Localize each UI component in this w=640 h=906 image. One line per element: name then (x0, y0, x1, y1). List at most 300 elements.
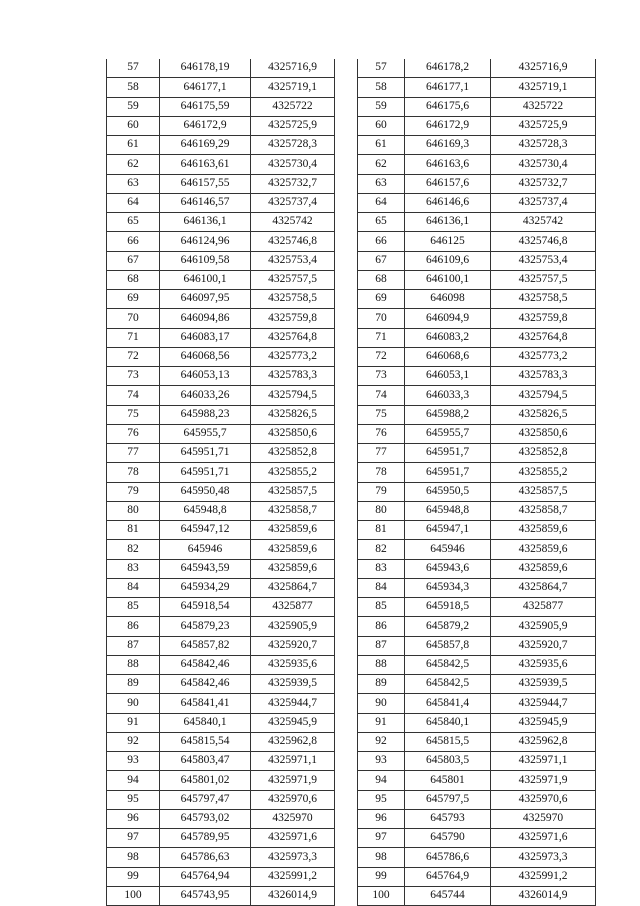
point-number-cell: 91 (107, 713, 160, 732)
point-number-cell: 74 (358, 386, 405, 405)
table-row (358, 694, 596, 713)
y-coordinate-cell: 4325850,6 (251, 424, 335, 443)
y-coordinate-cell: 4325730,4 (491, 155, 596, 174)
table-row (107, 752, 335, 771)
x-coordinate-cell: 646033,26 (160, 386, 251, 405)
x-coordinate-cell: 646124,96 (160, 232, 251, 251)
table-row (107, 501, 335, 520)
y-coordinate-cell: 4325971,9 (251, 771, 335, 790)
x-coordinate-cell: 645793,02 (160, 809, 251, 828)
x-coordinate-cell: 646177,1 (405, 78, 491, 97)
table-row (107, 713, 335, 732)
point-number-cell: 93 (358, 752, 405, 771)
y-coordinate-cell: 4325757,5 (251, 270, 335, 289)
y-coordinate-cell: 4325991,2 (491, 867, 596, 886)
x-coordinate-cell: 646146,57 (160, 193, 251, 212)
x-coordinate-cell: 646178,2 (405, 59, 491, 78)
point-number-cell: 79 (358, 482, 405, 501)
y-coordinate-cell: 4325852,8 (251, 444, 335, 463)
point-number-cell: 66 (358, 232, 405, 251)
point-number-cell: 77 (107, 444, 160, 463)
point-number-cell: 81 (358, 521, 405, 540)
point-number-cell: 62 (107, 155, 160, 174)
coordinates-table-left (106, 59, 335, 906)
point-number-cell: 82 (107, 540, 160, 559)
point-number-cell: 61 (358, 136, 405, 155)
table-row (358, 155, 596, 174)
point-number-cell: 73 (358, 367, 405, 386)
x-coordinate-cell: 646177,1 (160, 78, 251, 97)
point-number-cell: 67 (107, 251, 160, 270)
x-coordinate-cell: 645857,8 (405, 636, 491, 655)
point-number-cell: 100 (107, 886, 160, 905)
x-coordinate-cell: 646125 (405, 232, 491, 251)
table-row (358, 405, 596, 424)
x-coordinate-cell: 645857,82 (160, 636, 251, 655)
y-coordinate-cell: 4325758,5 (251, 290, 335, 309)
x-coordinate-cell: 645801,02 (160, 771, 251, 790)
x-coordinate-cell: 645786,6 (405, 848, 491, 867)
y-coordinate-cell: 4325737,4 (251, 193, 335, 212)
point-number-cell: 95 (358, 790, 405, 809)
x-coordinate-cell: 645797,47 (160, 790, 251, 809)
y-coordinate-cell: 4325783,3 (251, 367, 335, 386)
table-row (107, 270, 335, 289)
point-number-cell: 84 (107, 578, 160, 597)
table-row (107, 309, 335, 328)
y-coordinate-cell: 4326014,9 (251, 886, 335, 905)
point-number-cell: 85 (358, 598, 405, 617)
table-row (107, 174, 335, 193)
table-row (107, 636, 335, 655)
x-coordinate-cell: 645815,54 (160, 732, 251, 751)
point-number-cell: 94 (107, 771, 160, 790)
x-coordinate-cell: 646109,58 (160, 251, 251, 270)
point-number-cell: 97 (358, 829, 405, 848)
y-coordinate-cell: 4325757,5 (491, 270, 596, 289)
point-number-cell: 57 (358, 59, 405, 78)
y-coordinate-cell: 4326014,9 (491, 886, 596, 905)
table-row (107, 444, 335, 463)
y-coordinate-cell: 4325905,9 (251, 617, 335, 636)
x-coordinate-cell: 645943,59 (160, 559, 251, 578)
point-number-cell: 88 (107, 655, 160, 674)
point-number-cell: 80 (358, 501, 405, 520)
table-row (107, 617, 335, 636)
table-row (107, 867, 335, 886)
table-row (107, 193, 335, 212)
y-coordinate-cell: 4325855,2 (251, 463, 335, 482)
point-number-cell: 92 (107, 732, 160, 751)
table-row (358, 867, 596, 886)
y-coordinate-cell: 4325859,6 (491, 521, 596, 540)
table-row (358, 848, 596, 867)
point-number-cell: 57 (107, 59, 160, 78)
point-number-cell: 72 (107, 347, 160, 366)
x-coordinate-cell: 645879,2 (405, 617, 491, 636)
x-coordinate-cell: 646053,13 (160, 367, 251, 386)
y-coordinate-cell: 4325850,6 (491, 424, 596, 443)
y-coordinate-cell: 4325759,8 (491, 309, 596, 328)
point-number-cell: 97 (107, 829, 160, 848)
y-coordinate-cell: 4325773,2 (251, 347, 335, 366)
x-coordinate-cell: 645842,5 (405, 655, 491, 674)
point-number-cell: 70 (358, 309, 405, 328)
y-coordinate-cell: 4325826,5 (491, 405, 596, 424)
y-coordinate-cell: 4325944,7 (251, 694, 335, 713)
y-coordinate-cell: 4325973,3 (251, 848, 335, 867)
y-coordinate-cell: 4325935,6 (491, 655, 596, 674)
x-coordinate-cell: 646136,1 (160, 213, 251, 232)
point-number-cell: 87 (107, 636, 160, 655)
point-number-cell: 68 (107, 270, 160, 289)
y-coordinate-cell: 4325746,8 (491, 232, 596, 251)
y-coordinate-cell: 4325794,5 (491, 386, 596, 405)
table-row (107, 424, 335, 443)
x-coordinate-cell: 645955,7 (405, 424, 491, 443)
x-coordinate-cell: 645950,5 (405, 482, 491, 501)
x-coordinate-cell: 645815,5 (405, 732, 491, 751)
table-row (107, 463, 335, 482)
x-coordinate-cell: 646068,6 (405, 347, 491, 366)
x-coordinate-cell: 645951,71 (160, 444, 251, 463)
y-coordinate-cell: 4325737,4 (491, 193, 596, 212)
point-number-cell: 60 (358, 116, 405, 135)
point-number-cell: 65 (107, 213, 160, 232)
point-number-cell: 76 (107, 424, 160, 443)
y-coordinate-cell: 4325732,7 (491, 174, 596, 193)
point-number-cell: 96 (107, 809, 160, 828)
point-number-cell: 84 (358, 578, 405, 597)
point-number-cell: 82 (358, 540, 405, 559)
table-row (107, 347, 335, 366)
y-coordinate-cell: 4325722 (251, 97, 335, 116)
table-row (107, 386, 335, 405)
y-coordinate-cell: 4325732,7 (251, 174, 335, 193)
table-row (358, 270, 596, 289)
point-number-cell: 68 (358, 270, 405, 289)
table-row (107, 213, 335, 232)
table-row (107, 540, 335, 559)
y-coordinate-cell: 4325764,8 (251, 328, 335, 347)
table-row (107, 328, 335, 347)
point-number-cell: 95 (107, 790, 160, 809)
y-coordinate-cell: 4325859,6 (251, 521, 335, 540)
point-number-cell: 75 (107, 405, 160, 424)
x-coordinate-cell: 645947,1 (405, 521, 491, 540)
y-coordinate-cell: 4325826,5 (251, 405, 335, 424)
table-row (358, 367, 596, 386)
y-coordinate-cell: 4325864,7 (491, 578, 596, 597)
y-coordinate-cell: 4325939,5 (491, 675, 596, 694)
y-coordinate-cell: 4325722 (491, 97, 596, 116)
point-number-cell: 74 (107, 386, 160, 405)
x-coordinate-cell: 646068,56 (160, 347, 251, 366)
y-coordinate-cell: 4325971,1 (251, 752, 335, 771)
table-row (358, 771, 596, 790)
x-coordinate-cell: 645840,1 (405, 713, 491, 732)
point-number-cell: 70 (107, 309, 160, 328)
table-row (107, 521, 335, 540)
point-number-cell: 60 (107, 116, 160, 135)
y-coordinate-cell: 4325753,4 (251, 251, 335, 270)
x-coordinate-cell: 645743,95 (160, 886, 251, 905)
table-row (107, 655, 335, 674)
table-row (358, 444, 596, 463)
table-row (358, 290, 596, 309)
table-row (107, 732, 335, 751)
x-coordinate-cell: 645951,7 (405, 444, 491, 463)
point-number-cell: 100 (358, 886, 405, 905)
table-row (358, 251, 596, 270)
table-row (358, 193, 596, 212)
y-coordinate-cell: 4325764,8 (491, 328, 596, 347)
y-coordinate-cell: 4325905,9 (491, 617, 596, 636)
x-coordinate-cell: 646109,6 (405, 251, 491, 270)
table-row (107, 78, 335, 97)
y-coordinate-cell: 4325971,6 (491, 829, 596, 848)
point-number-cell: 98 (358, 848, 405, 867)
table-row (107, 694, 335, 713)
y-coordinate-cell: 4325991,2 (251, 867, 335, 886)
x-coordinate-cell: 646100,1 (160, 270, 251, 289)
table-row (358, 790, 596, 809)
table-row (358, 213, 596, 232)
table-row (358, 482, 596, 501)
x-coordinate-cell: 645764,94 (160, 867, 251, 886)
y-coordinate-cell: 4325758,5 (491, 290, 596, 309)
x-coordinate-cell: 646169,29 (160, 136, 251, 155)
point-number-cell: 71 (358, 328, 405, 347)
table-row (358, 97, 596, 116)
x-coordinate-cell: 646094,9 (405, 309, 491, 328)
point-number-cell: 78 (107, 463, 160, 482)
x-coordinate-cell: 645803,5 (405, 752, 491, 771)
y-coordinate-cell: 4325716,9 (491, 59, 596, 78)
point-number-cell: 64 (107, 193, 160, 212)
table-row (107, 405, 335, 424)
point-number-cell: 75 (358, 405, 405, 424)
table-row (358, 174, 596, 193)
table-row (358, 116, 596, 135)
table-row (107, 790, 335, 809)
point-number-cell: 76 (358, 424, 405, 443)
table-row (107, 232, 335, 251)
y-coordinate-cell: 4325877 (491, 598, 596, 617)
x-coordinate-cell: 646100,1 (405, 270, 491, 289)
y-coordinate-cell: 4325920,7 (491, 636, 596, 655)
y-coordinate-cell: 4325719,1 (491, 78, 596, 97)
y-coordinate-cell: 4325719,1 (251, 78, 335, 97)
point-number-cell: 80 (107, 501, 160, 520)
y-coordinate-cell: 4325935,6 (251, 655, 335, 674)
y-coordinate-cell: 4325970 (251, 809, 335, 828)
y-coordinate-cell: 4325746,8 (251, 232, 335, 251)
point-number-cell: 64 (358, 193, 405, 212)
point-number-cell: 90 (358, 694, 405, 713)
x-coordinate-cell: 646053,1 (405, 367, 491, 386)
x-coordinate-cell: 646083,17 (160, 328, 251, 347)
table-row (107, 97, 335, 116)
point-number-cell: 92 (358, 732, 405, 751)
x-coordinate-cell: 645943,6 (405, 559, 491, 578)
table-row (358, 617, 596, 636)
point-number-cell: 88 (358, 655, 405, 674)
point-number-cell: 94 (358, 771, 405, 790)
y-coordinate-cell: 4325759,8 (251, 309, 335, 328)
y-coordinate-cell: 4325857,5 (251, 482, 335, 501)
x-coordinate-cell: 645842,46 (160, 675, 251, 694)
y-coordinate-cell: 4325962,8 (251, 732, 335, 751)
point-number-cell: 58 (107, 78, 160, 97)
y-coordinate-cell: 4325864,7 (251, 578, 335, 597)
point-number-cell: 83 (107, 559, 160, 578)
x-coordinate-cell: 646033,3 (405, 386, 491, 405)
table-row (107, 829, 335, 848)
x-coordinate-cell: 645797,5 (405, 790, 491, 809)
point-number-cell: 62 (358, 155, 405, 174)
x-coordinate-cell: 645951,71 (160, 463, 251, 482)
y-coordinate-cell: 4325728,3 (251, 136, 335, 155)
x-coordinate-cell: 646146,6 (405, 193, 491, 212)
point-number-cell: 86 (358, 617, 405, 636)
x-coordinate-cell: 645947,12 (160, 521, 251, 540)
x-coordinate-cell: 645841,41 (160, 694, 251, 713)
table-row (358, 578, 596, 597)
table-row (107, 809, 335, 828)
y-coordinate-cell: 4325944,7 (491, 694, 596, 713)
point-number-cell: 83 (358, 559, 405, 578)
x-coordinate-cell: 646083,2 (405, 328, 491, 347)
table-row (358, 59, 596, 78)
y-coordinate-cell: 4325920,7 (251, 636, 335, 655)
table-row (107, 116, 335, 135)
point-number-cell: 81 (107, 521, 160, 540)
point-number-cell: 99 (358, 867, 405, 886)
table-row (358, 463, 596, 482)
point-number-cell: 86 (107, 617, 160, 636)
table-row (358, 675, 596, 694)
x-coordinate-cell: 645879,23 (160, 617, 251, 636)
x-coordinate-cell: 645842,5 (405, 675, 491, 694)
table-row (107, 559, 335, 578)
table-row (358, 521, 596, 540)
point-number-cell: 78 (358, 463, 405, 482)
x-coordinate-cell: 645955,7 (160, 424, 251, 443)
y-coordinate-cell: 4325794,5 (251, 386, 335, 405)
point-number-cell: 99 (107, 867, 160, 886)
table-row (107, 59, 335, 78)
x-coordinate-cell: 645988,23 (160, 405, 251, 424)
point-number-cell: 87 (358, 636, 405, 655)
x-coordinate-cell: 645918,54 (160, 598, 251, 617)
y-coordinate-cell: 4325970,6 (251, 790, 335, 809)
table-row (358, 829, 596, 848)
table-row (107, 578, 335, 597)
y-coordinate-cell: 4325725,9 (491, 116, 596, 135)
table-row (107, 886, 335, 905)
point-number-cell: 93 (107, 752, 160, 771)
y-coordinate-cell: 4325971,1 (491, 752, 596, 771)
table-row (107, 598, 335, 617)
point-number-cell: 61 (107, 136, 160, 155)
y-coordinate-cell: 4325859,6 (251, 540, 335, 559)
point-number-cell: 66 (107, 232, 160, 251)
point-number-cell: 58 (358, 78, 405, 97)
y-coordinate-cell: 4325939,5 (251, 675, 335, 694)
point-number-cell: 73 (107, 367, 160, 386)
x-coordinate-cell: 645988,2 (405, 405, 491, 424)
point-number-cell: 89 (358, 675, 405, 694)
x-coordinate-cell: 646157,6 (405, 174, 491, 193)
y-coordinate-cell: 4325725,9 (251, 116, 335, 135)
x-coordinate-cell: 645934,3 (405, 578, 491, 597)
y-coordinate-cell: 4325877 (251, 598, 335, 617)
coordinates-table-left-body (107, 59, 335, 906)
point-number-cell: 59 (107, 97, 160, 116)
x-coordinate-cell: 645786,63 (160, 848, 251, 867)
x-coordinate-cell: 646097,95 (160, 290, 251, 309)
table-row (107, 482, 335, 501)
x-coordinate-cell: 646163,61 (160, 155, 251, 174)
y-coordinate-cell: 4325970,6 (491, 790, 596, 809)
table-row (358, 752, 596, 771)
x-coordinate-cell: 645948,8 (160, 501, 251, 520)
table-row (358, 732, 596, 751)
table-row (358, 78, 596, 97)
point-number-cell: 63 (358, 174, 405, 193)
coordinates-table-right-body (358, 59, 596, 906)
x-coordinate-cell: 645789,95 (160, 829, 251, 848)
x-coordinate-cell: 645951,7 (405, 463, 491, 482)
y-coordinate-cell: 4325945,9 (251, 713, 335, 732)
y-coordinate-cell: 4325728,3 (491, 136, 596, 155)
table-row (358, 136, 596, 155)
y-coordinate-cell: 4325971,9 (491, 771, 596, 790)
x-coordinate-cell: 645946 (160, 540, 251, 559)
y-coordinate-cell: 4325783,3 (491, 367, 596, 386)
table-row (107, 251, 335, 270)
x-coordinate-cell: 646175,59 (160, 97, 251, 116)
point-number-cell: 96 (358, 809, 405, 828)
x-coordinate-cell: 645841,4 (405, 694, 491, 713)
point-number-cell: 65 (358, 213, 405, 232)
y-coordinate-cell: 4325742 (251, 213, 335, 232)
table-row (107, 848, 335, 867)
x-coordinate-cell: 646169,3 (405, 136, 491, 155)
point-number-cell: 91 (358, 713, 405, 732)
table-row (358, 347, 596, 366)
y-coordinate-cell: 4325945,9 (491, 713, 596, 732)
table-row (358, 809, 596, 828)
x-coordinate-cell: 645934,29 (160, 578, 251, 597)
point-number-cell: 72 (358, 347, 405, 366)
x-coordinate-cell: 645946 (405, 540, 491, 559)
x-coordinate-cell: 646157,55 (160, 174, 251, 193)
table-row (358, 328, 596, 347)
x-coordinate-cell: 646163,6 (405, 155, 491, 174)
y-coordinate-cell: 4325716,9 (251, 59, 335, 78)
x-coordinate-cell: 645840,1 (160, 713, 251, 732)
table-row (358, 386, 596, 405)
x-coordinate-cell: 646094,86 (160, 309, 251, 328)
x-coordinate-cell: 645793 (405, 809, 491, 828)
x-coordinate-cell: 646175,6 (405, 97, 491, 116)
x-coordinate-cell: 646178,19 (160, 59, 251, 78)
x-coordinate-cell: 645918,5 (405, 598, 491, 617)
table-row (358, 886, 596, 905)
point-number-cell: 90 (107, 694, 160, 713)
